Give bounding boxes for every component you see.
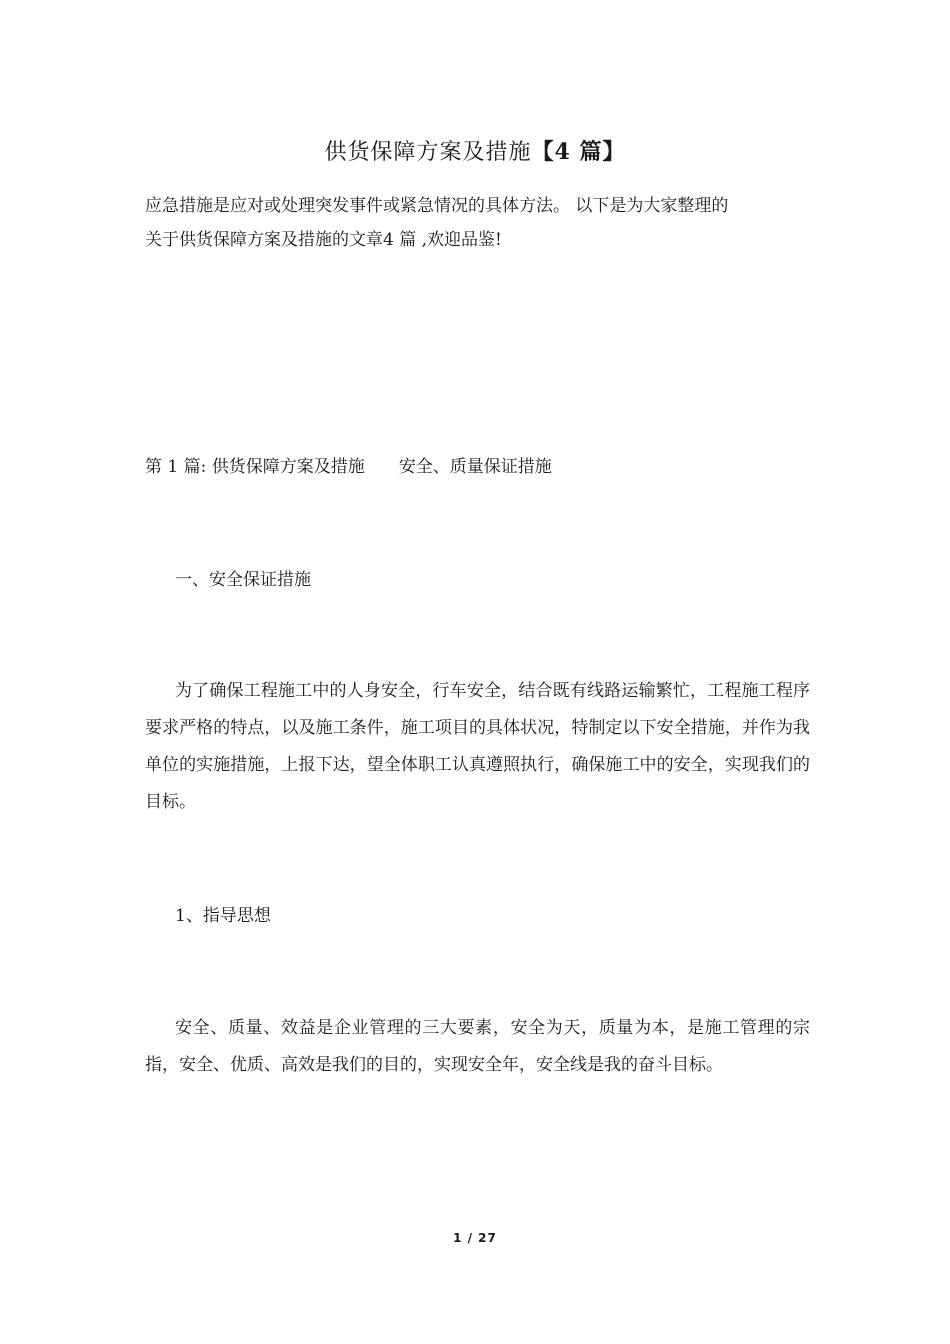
body-paragraph-2: 安全、质量、效益是企业管理的三大要素，安全为天，质量为本，是施工管理的宗指，安全、优质、高效是我们的目的，实现安全年，安全线是我的奋斗目标。	[145, 1018, 810, 1075]
page-number: 1 / 27	[453, 1231, 497, 1245]
section-heading: 一、安全保证措施	[175, 570, 311, 590]
title-main: 供货保障方案及措施	[324, 140, 532, 165]
title-bracket: 【4 篇】	[531, 139, 626, 165]
intro-paragraph	[145, 189, 810, 257]
body-paragraph-1: 为了确保工程施工中的人身安全，行车安全，结合既有线路运输繁忙，工程施工程序要求严格的特点，以及施工条件，施工项目的具体状况，特制定以下安全措施，并作为我单位的实施措施，上报下达，望全体职工认真遵照执行，确保施工中的安全，实现我们的目标。	[145, 681, 810, 812]
subsection-heading: 1、指导思想	[175, 906, 271, 926]
document-title	[0, 136, 950, 169]
intro-line-2: 关于供货保障方案及措施的文章4 篇 ,欢迎品鉴!	[145, 230, 502, 250]
intro-line-1: 应急措施是应对或处理突发事件或紧急情况的具体方法。 以下是为大家整理的	[145, 196, 729, 216]
chapter-heading: 第 1 篇: 供货保障方案及措施 安全、质量保证措施	[145, 457, 552, 477]
